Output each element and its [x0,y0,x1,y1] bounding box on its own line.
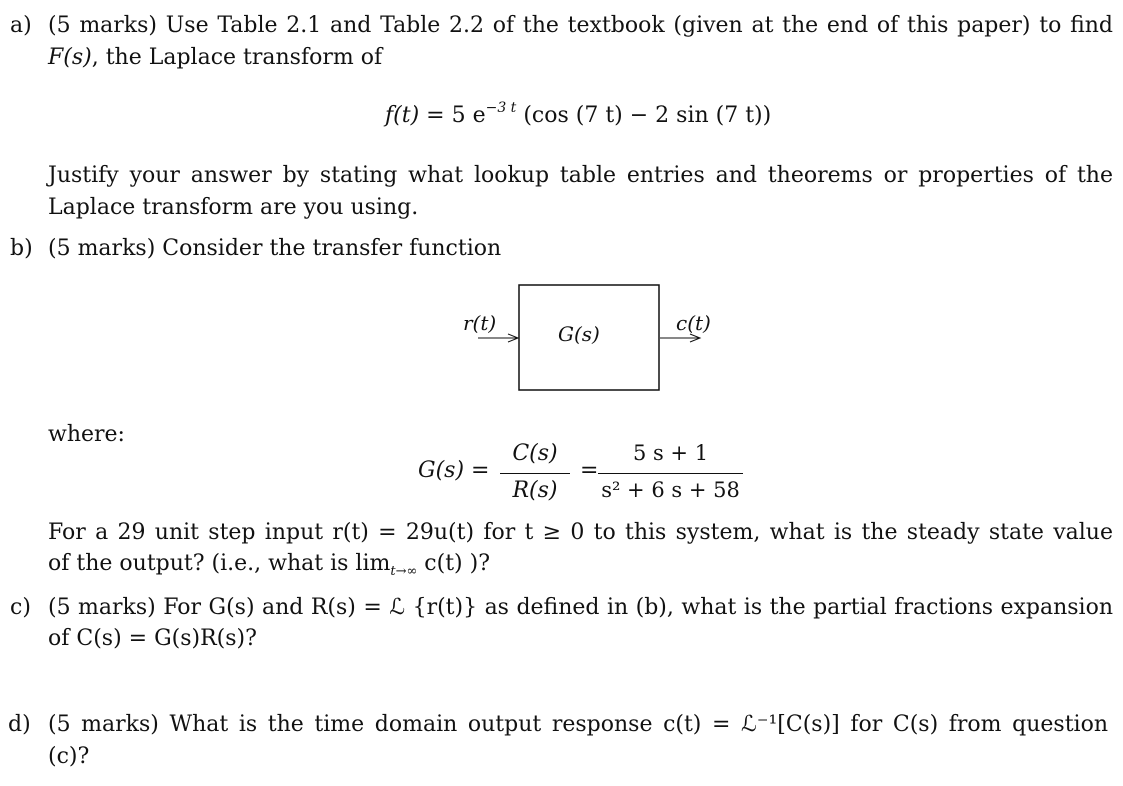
g-lhs: G(s) = [418,458,490,483]
frac1-den: R(s) [512,478,558,503]
part-a-line2-text: , the Laplace transform of [91,45,383,70]
eq2: = [580,458,599,483]
part-d-line1: (5 marks) What is the time domain output response c(t) = ℒ⁻¹[C(s)] for C(s) from question [48,712,1108,737]
output-signal-label: c(t) [676,311,711,335]
where-label: where: [48,422,125,447]
part-a-label: a) [10,13,32,38]
part-b-label: b) [10,236,33,261]
limit-subscript: t→∞ [390,564,418,579]
eq-f-eq: = 5 e [426,103,486,128]
part-b-question-line2 [48,551,491,579]
block-label: G(s) [558,322,600,346]
laplace-F-symbol: F(s) [48,45,92,70]
part-c-label: c) [10,595,31,620]
eq-f-rest: (cos (7 t) − 2 sin (7 t)) [523,103,772,128]
question2-b: c(t) )? [417,551,491,576]
eq-f-lhs: f(t) [385,103,420,128]
part-c-line2: of C(s) = G(s)R(s)? [48,626,257,651]
equation-f-of-t [385,100,772,128]
part-c-line1: (5 marks) For G(s) and R(s) = ℒ {r(t)} as defined in (b), what is the partial fractions expansion [48,595,1113,620]
eq-f-exponent: −3 t [485,100,517,116]
frac1-bar [500,473,570,474]
input-signal-label: r(t) [463,311,497,335]
part-d-label: d) [8,712,31,737]
part-d-line2: (c)? [48,744,90,769]
frac2-den: s² + 6 s + 58 [601,478,740,502]
part-a-line2 [48,47,382,69]
part-b-line1: (5 marks) Consider the transfer function [48,236,502,261]
frac2-num: 5 s + 1 [632,441,709,465]
part-a-justify-line1: Justify your answer by stating what lookup table entries and theorems or properties of the [48,163,1113,188]
frac2-bar [598,473,743,474]
question2-a: of the output? (i.e., what is lim [48,551,391,576]
part-a-justify-line2: Laplace transform are you using. [48,195,419,220]
frac1-num: C(s) [512,441,558,466]
block-diagram [450,280,730,400]
part-a-line1: (5 marks) Use Table 2.1 and Table 2.2 of the textbook (given at the end of this paper) to find [48,13,1113,38]
part-b-question-line1: For a 29 unit step input r(t) = 29u(t) for t ≥ 0 to this system, what is the steady state value [48,520,1113,545]
